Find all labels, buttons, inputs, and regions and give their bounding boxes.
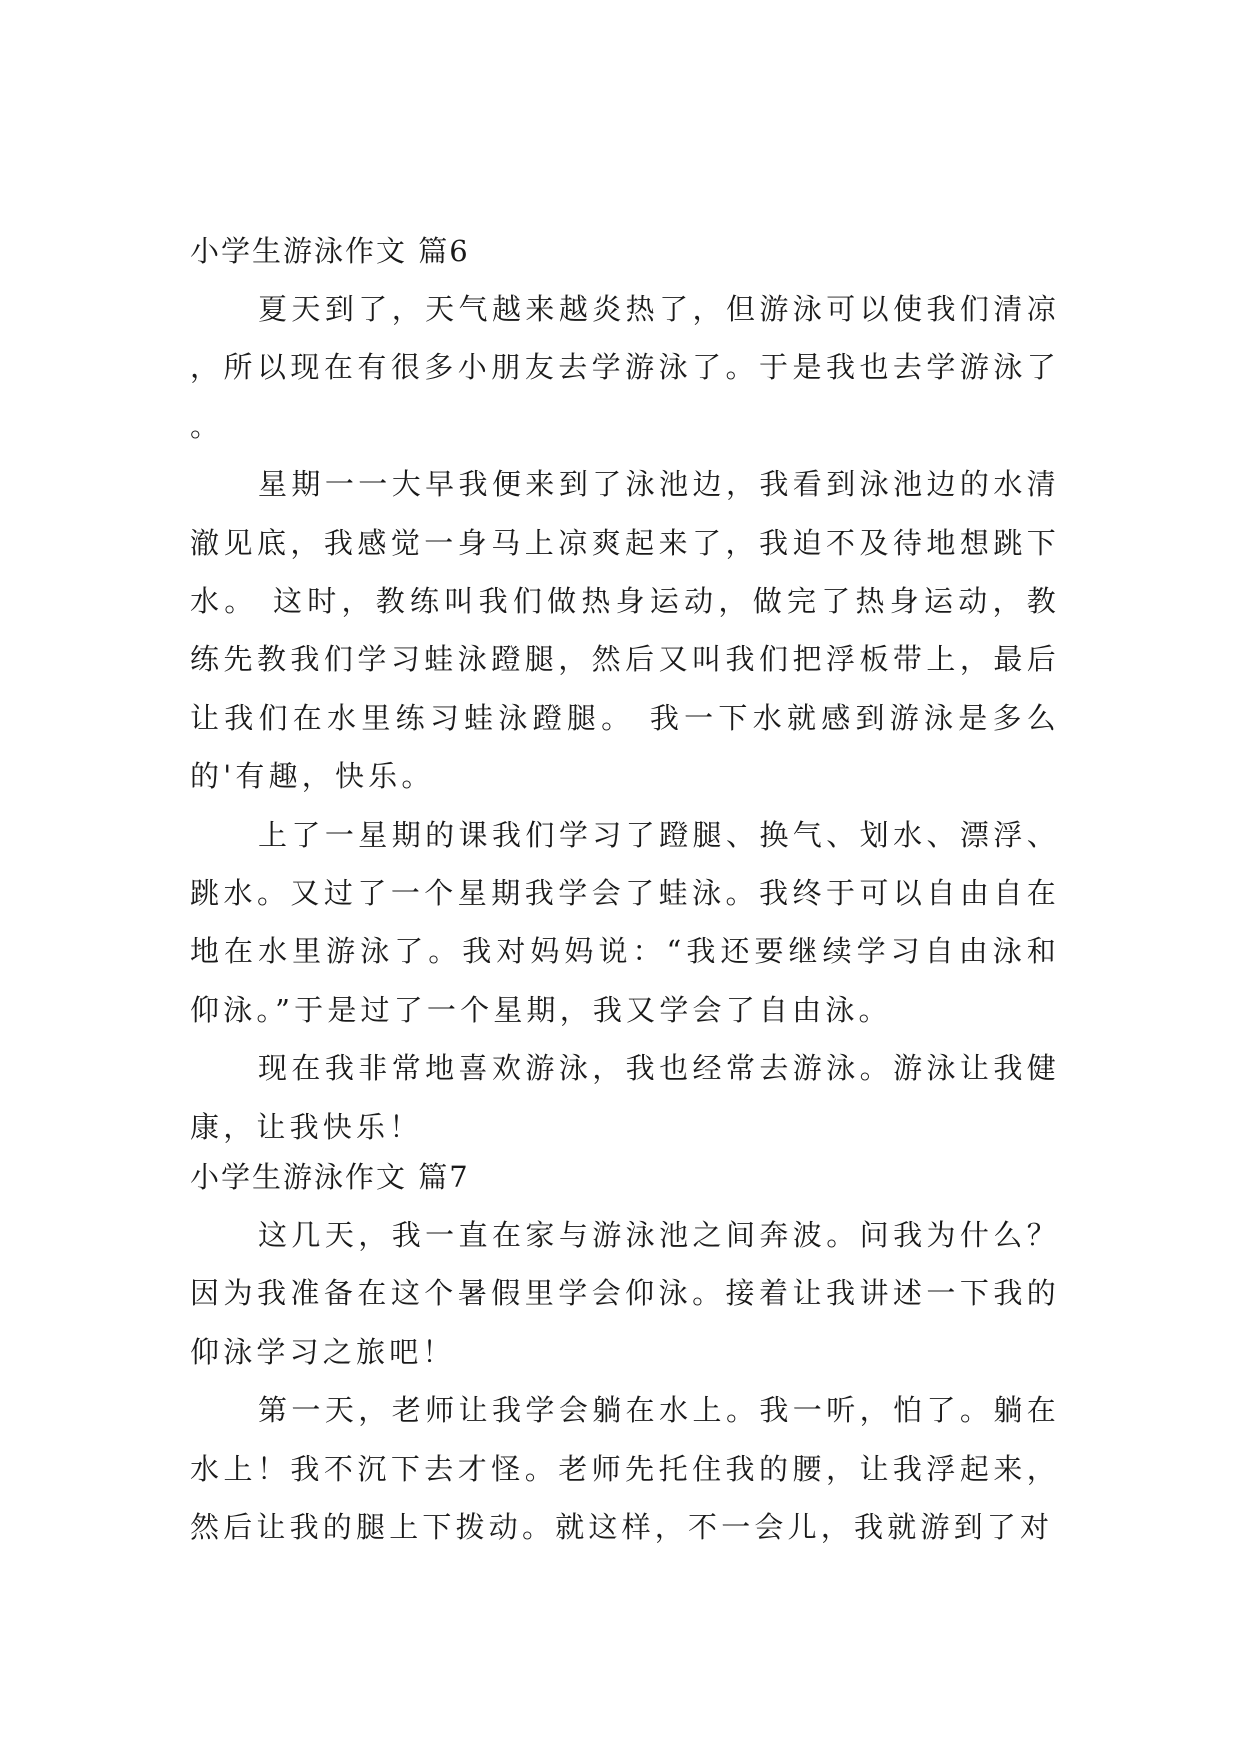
paragraph: 现在我非常地喜欢游泳，我也经常去游泳。游泳让我健康，让我快乐！ bbox=[190, 1051, 1060, 1144]
section-heading: 小学生游泳作文 篇7 bbox=[190, 1160, 470, 1194]
paragraph: 星期一一大早我便来到了泳池边，我看到泳池边的水清澈见底，我感觉一身马上凉爽起来了，我迫不及待地想跳下水。 这时，教练叫我们做热身运动，做完了热身运动，教练先教我们学习蛙泳蹬腿，然后又叫我们把浮板带上，最后让我们在水里练习蛙泳蹬腿。 我一下水就感到游泳是多么的'有趣，快乐。 bbox=[190, 467, 1060, 794]
section-heading: 小学生游泳作文 篇6 bbox=[190, 234, 470, 268]
paragraph: 第一天，老师让我学会躺在水上。我一听，怕了。躺在水上！我不沉下去才怪。老师先托住我的腰，让我浮起来，然后让我的腿上下拨动。就这样，不一会儿，我就游到了对 bbox=[190, 1393, 1060, 1545]
essay-section-7 bbox=[190, 1148, 1060, 1556]
essay-section-6 bbox=[190, 222, 1060, 1156]
paragraph: 这几天，我一直在家与游泳池之间奔波。问我为什么？因为我准备在这个暑假里学会仰泳。接着让我讲述一下我的仰泳学习之旅吧！ bbox=[190, 1218, 1060, 1369]
paragraph: 夏天到了，天气越来越炎热了，但游泳可以使我们清凉，所以现在有很多小朋友去学游泳了。于是我也去学游泳了。 bbox=[190, 292, 1060, 443]
paragraph: 上了一星期的课我们学习了蹬腿、换气、划水、漂浮、跳水。又过了一个星期我学会了蛙泳。我终于可以自由自在地在水里游泳了。我对妈妈说：“我还要继续学习自由泳和仰泳。”于是过了一个星期，我又学会了自由泳。 bbox=[190, 817, 1060, 1027]
